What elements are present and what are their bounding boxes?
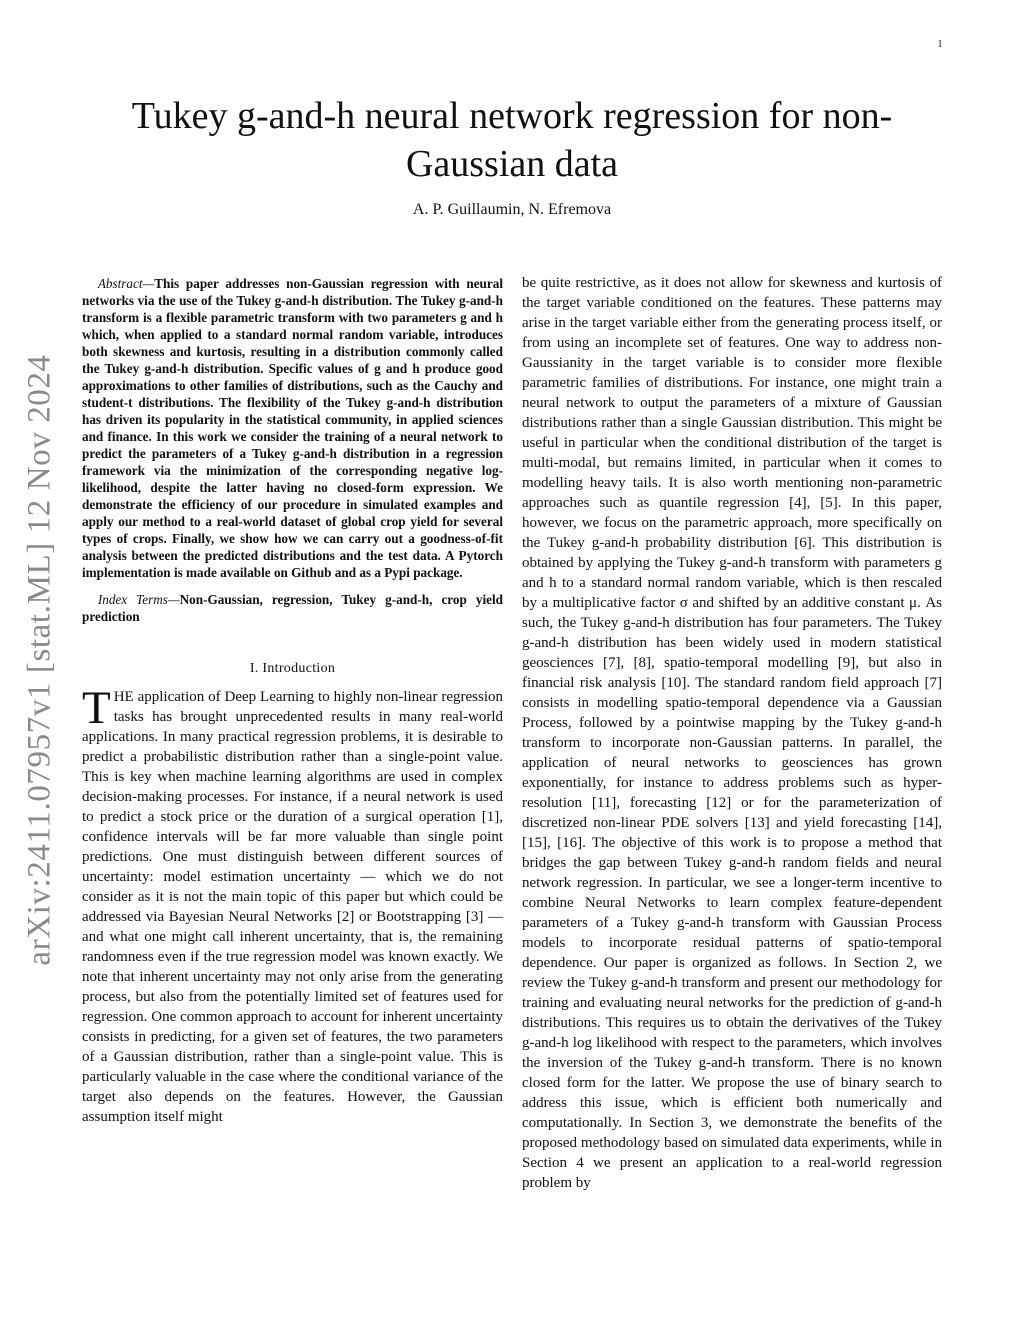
intro-text-left [82, 682, 503, 1127]
left-column [82, 275, 503, 1127]
index-terms-label: Index Terms— [97, 592, 180, 607]
abstract-text: This paper addresses non-Gaussian regression with neural networks via the use of the Tukey g-and-h distribution. The Tukey g-and-h transform is a flexible parametric transform with two parameters g and h which, when applied to a standard normal random variable, introduces both skewness and kurtosis, resulting in a distribution commonly called the Tukey g-and-h distribution. Specific values of g and h produce good approximations to other families of distributions, such as the Cauchy and student-t distributions. The flexibility of the Tukey g-and-h distribution has driven its popularity in the statistical community, in applied sciences and finance. In this work we consider the training of a neural network to predict the parameters of a Tukey g-and-h distribution in a regression framework via the minimization of the corresponding negative log-likelihood, despite the latter having no closed-form expression. We demonstrate the efficiency of our procedure in simulated examples and apply our method to a real-world dataset of global crop yield for several types of crops. Finally, we show how we can carry out a goodness-of-fit analysis between the predicted distributions and the test data. A Pytorch implementation is made available on Github and as a Pypi package. [82, 276, 503, 580]
paper-title: Tukey g-and-h neural network regression for non-Gaussian data [131, 95, 893, 185]
right-column [522, 273, 942, 1193]
intro-text-left-body: HE application of Deep Learning to highly non-linear regression tasks has brought unprecedented results in many real-world applications. In many practical regression problems, it is desirable to predict a probabilistic distribution rather than a single-point value. This is key when machine learning algorithms are used in complex decision-making processes. For instance, if a neural network is used to predict a stock price or the duration of a surgical operation [1], confidence intervals will be far more valuable than single point predictions. One must distinguish between different sources of uncertainty: model estimation uncertainty — which we do not consider as it is not the main topic of this paper but which could be addressed via Bayesian Neural Networks [2] or Bootstrapping [3] — and what one might call inherent uncertainty, that is, the remaining randomness even if the true regression model was known exactly. We note that inherent uncertainty may not only arise from the generating process, but also from the potentially limited set of features used for regression. One common approach to account for inherent uncertainty consists in predicting, for a given set of features, the two parameters of a Gaussian distribution, rather than a single-point value. This is particularly valuable in the case where the conditional variance of the target also depends on the features. However, the Gaussian assumption itself might [82, 689, 503, 1125]
abstract-label: Abstract— [97, 276, 155, 291]
arxiv-identifier: arXiv:2411.07957v1 [stat.ML] 12 Nov 2024 [21, 354, 58, 966]
paper-authors: A. P. Guillaumin, N. Efremova [412, 201, 612, 218]
index-terms-text: Non-Gaussian, regression, Tukey g-and-h, crop yield prediction [82, 592, 503, 624]
drop-cap: T [82, 682, 111, 734]
index-terms [82, 591, 503, 625]
section-heading: I. Introduction [249, 661, 336, 676]
intro-text-right: be quite restrictive, as it does not allow for skewness and kurtosis of the target variable conditioned on the features. These patterns may arise in the target variable either from the generating process itself, or from using an incomplete set of features. One way to address non-Gaussianity in the target variable is to consider more flexible parametric families of distributions. For instance, one might train a neural network to output the parameters of a mixture of Gaussian distributions rather than a single Gaussian distribution. This might be useful in particular when the conditional distribution of the target is multi-modal, but remains limited, in particular when it comes to modelling heavy tails. It is also worth mentioning non-parametric approaches such as quantile regression [4], [5]. In this paper, however, we focus on the parametric approach, more specifically on the Tukey g-and-h probability distribution [6]. This distribution is obtained by applying the Tukey g-and-h transform with parameters g and h to a standard normal random variable, which is then rescaled by a multiplicative factor σ and shifted by an additive constant μ. As such, the Tukey g-and-h distribution has four parameters. The Tukey g-and-h distribution has been widely used in modern statistical geosciences [7], [8], spatio-temporal modelling [9], but also in financial risk analysis [10]. The standard random field approach [7] consists in modelling spatio-temporal dependence via a Gaussian Process, followed by a pointwise mapping by the Tukey g-and-h transform to incorporate non-Gaussian patterns. In parallel, the application of neural networks to geosciences has grown exponentially, for instance to address problems such as hyper-resolution [11], forecasting [12] or for the parameterization of discretized non-linear PDE solvers [13] and yield forecasting [14], [15], [16]. The objective of this work is to propose a method that bridges the gap between Tukey g-and-h random fields and neural network regression. In particular, we see a longer-term incentive to combine Neural Networks to learn complex feature-dependent parameters of a Tukey g-and-h transform with Gaussian Process models to incorporate residual patterns of spatio-temporal dependence. Our paper is organized as follows. In Section 2, we review the Tukey g-and-h transform and present our methodology for training and evaluating neural networks for the prediction of g-and-h distributions. This requires us to obtain the derivatives of the Tukey g-and-h log likelihood with respect to the parameters, which involves the inversion of the Tukey g-and-h transform. There is no known closed form for the latter. We propose the use of binary search to address this issue, which is efficient both numerically and computationally. In Section 3, we demonstrate the benefits of the proposed methodology based on simulated data experiments, while in Section 4 we present an application to a real-world regression problem by [522, 275, 942, 1191]
page-number: 1 [937, 38, 943, 50]
abstract [82, 275, 503, 581]
